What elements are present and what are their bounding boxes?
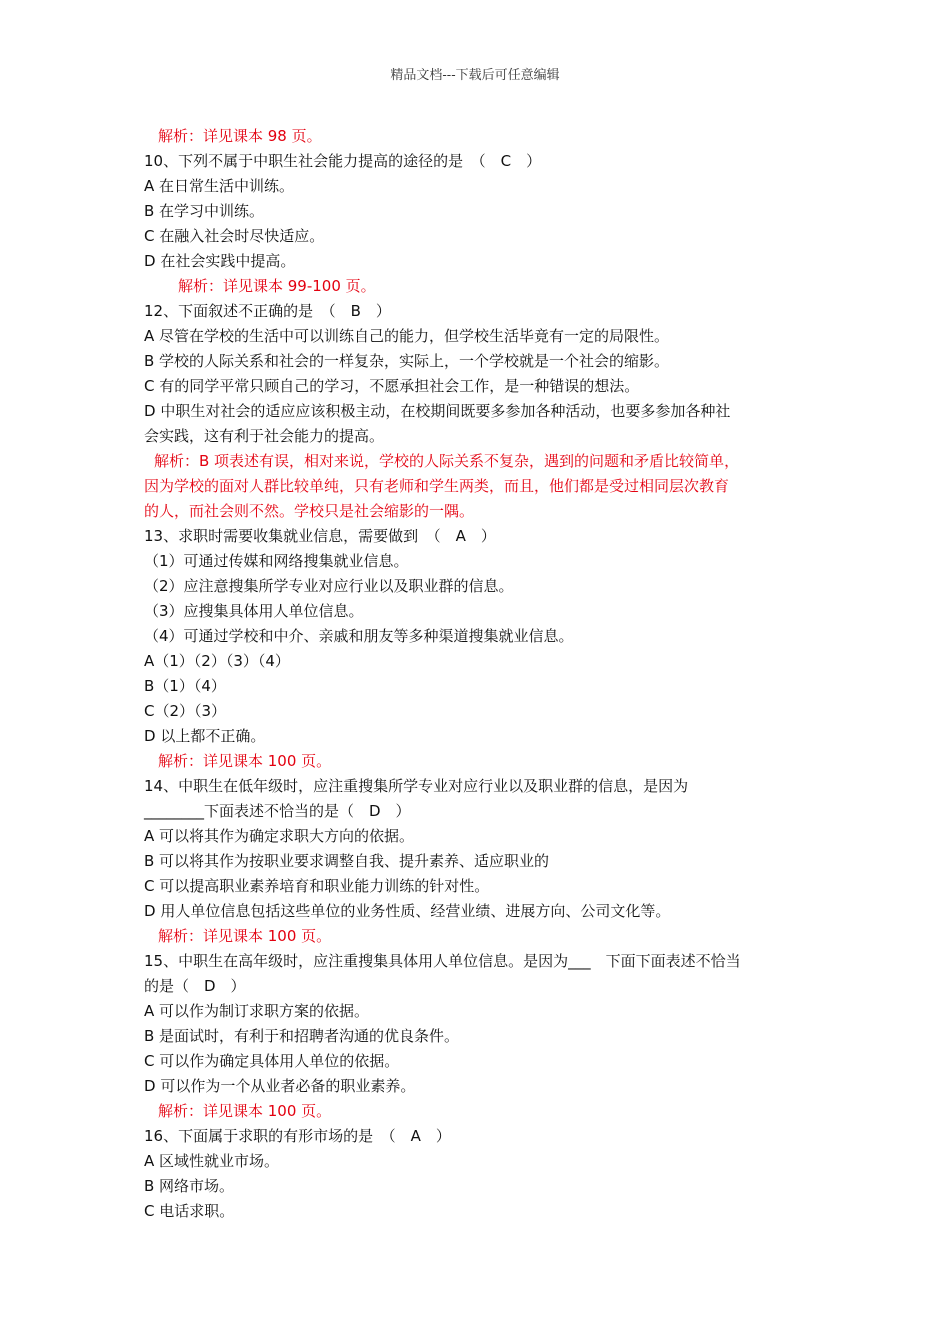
document-body [144, 124, 824, 1224]
analysis-line: 的人，而社会则不然。学校只是社会缩影的一隅。 [144, 502, 475, 520]
text-line: B 网络市场。 [144, 1177, 235, 1195]
text-line: （2）应注意搜集所学专业对应行业以及职业群的信息。 [144, 577, 514, 595]
analysis-line: 解析：详见课本 99-100 页。 [178, 277, 376, 295]
text-line: B 可以将其作为按职业要求调整自我、提升素养、适应职业的 [144, 852, 550, 870]
text-line: 12、下面叙述不正确的是 （ B ） [144, 302, 391, 320]
text-line: B 是面试时，有利于和招聘者沟通的优良条件。 [144, 1027, 460, 1045]
text-line: 15、中职生在高年级时，应注重搜集具体用人单位信息。是因为___ 下面下面表述不恰当 [144, 952, 741, 970]
analysis-line: 解析：详见课本 100 页。 [158, 752, 332, 770]
analysis-line: 解析：B 项表述有误，相对来说，学校的人际关系不复杂，遇到的问题和矛盾比较简单， [154, 452, 740, 470]
text-line: A 可以作为制订求职方案的依据。 [144, 1002, 370, 1020]
text-line: D 中职生对社会的适应应该积极主动，在校期间既要多参加各种活动，也要多参加各种社 [144, 402, 731, 420]
text-line: （1）可通过传媒和网络搜集就业信息。 [144, 552, 409, 570]
analysis-line: 解析：详见课本 100 页。 [158, 927, 332, 945]
text-line: C 可以提高职业素养培育和职业能力训练的针对性。 [144, 877, 490, 895]
text-line: 13、求职时需要收集就业信息，需要做到 （ A ） [144, 527, 496, 545]
text-line: A 尽管在学校的生活中可以训练自己的能力，但学校生活毕竟有一定的局限性。 [144, 327, 670, 345]
text-line: C 在融入社会时尽快适应。 [144, 227, 325, 245]
text-line: 会实践，这有利于社会能力的提高。 [144, 427, 385, 445]
text-line: C 有的同学平常只顾自己的学习，不愿承担社会工作，是一种错误的想法。 [144, 377, 640, 395]
text-line: A 区域性就业市场。 [144, 1152, 280, 1170]
text-line: A 可以将其作为确定求职大方向的依据。 [144, 827, 415, 845]
text-line: 16、下面属于求职的有形市场的是 （ A ） [144, 1127, 451, 1145]
page-header: 精品文档---下载后可任意编辑 [390, 68, 560, 83]
text-line: 10、下列不属于中职生社会能力提高的途径的是 （ C ） [144, 152, 542, 170]
text-line: ________下面表述不恰当的是（ D ） [144, 802, 411, 820]
text-line: D 可以作为一个从业者必备的职业素养。 [144, 1077, 416, 1095]
text-line: A（1）（2）（3）（4） [144, 652, 290, 670]
text-line: （4）可通过学校和中介、亲戚和朋友等多种渠道搜集就业信息。 [144, 627, 574, 645]
text-line: C 可以作为确定具体用人单位的依据。 [144, 1052, 400, 1070]
text-line: C 电话求职。 [144, 1202, 235, 1220]
text-line: D 在社会实践中提高。 [144, 252, 296, 270]
text-line: 14、中职生在低年级时，应注重搜集所学专业对应行业以及职业群的信息，是因为 [144, 777, 689, 795]
text-line: B 学校的人际关系和社会的一样复杂，实际上，一个学校就是一个社会的缩影。 [144, 352, 670, 370]
text-line: A 在日常生活中训练。 [144, 177, 295, 195]
analysis-line: 解析：详见课本 100 页。 [158, 1102, 332, 1120]
text-line: B（1）（4） [144, 677, 226, 695]
text-line: C（2）（3） [144, 702, 227, 720]
text-line: B 在学习中训练。 [144, 202, 265, 220]
text-line: （3）应搜集具体用人单位信息。 [144, 602, 364, 620]
text-line: D 以上都不正确。 [144, 727, 266, 745]
text-line: D 用人单位信息包括这些单位的业务性质、经营业绩、进展方向、公司文化等。 [144, 902, 671, 920]
analysis-line: 解析：详见课本 98 页。 [158, 127, 322, 145]
analysis-line: 因为学校的面对人群比较单纯，只有老师和学生两类，而且，他们都是受过相同层次教育 [144, 477, 730, 495]
text-line: 的是（ D ） [144, 977, 246, 995]
